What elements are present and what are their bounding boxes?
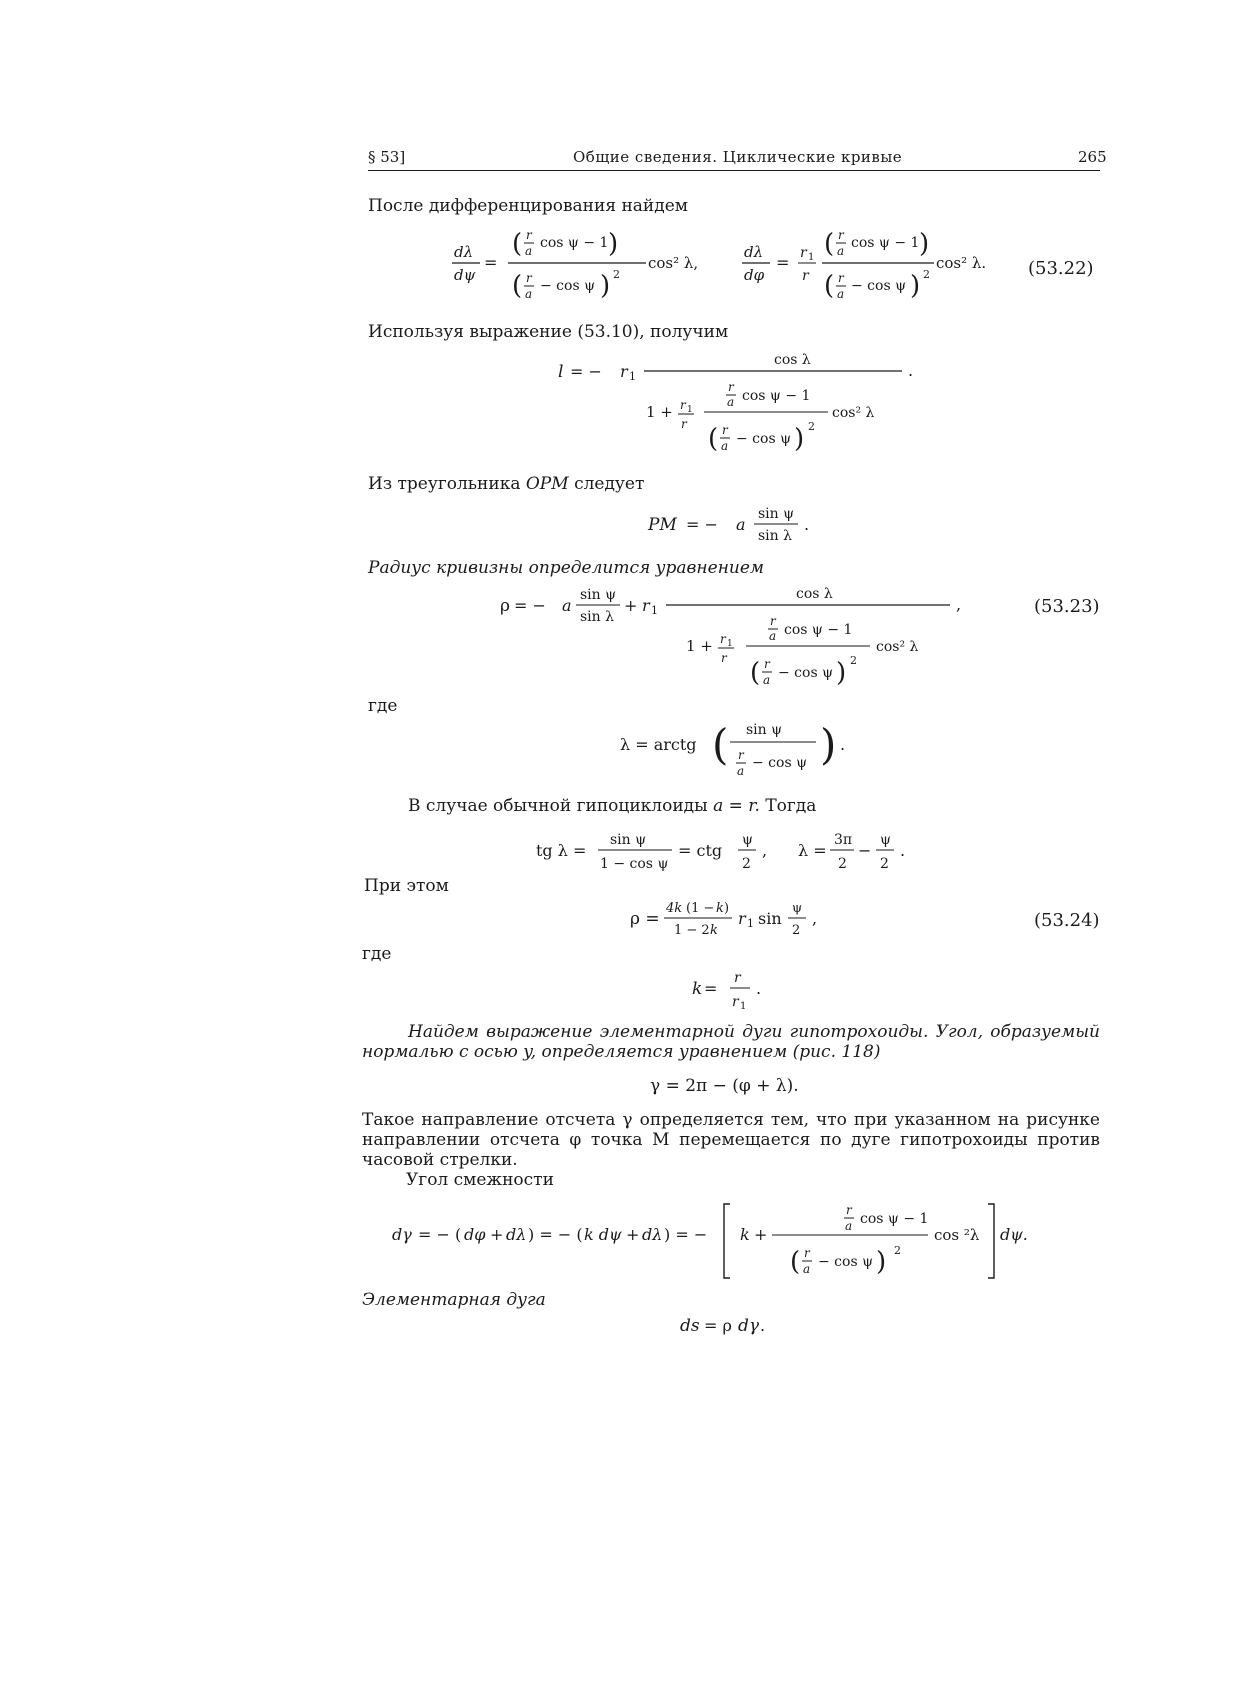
- svg-text:sin ψ: sin ψ: [610, 832, 647, 848]
- where-text-1: где: [368, 696, 398, 716]
- svg-text:a: a: [736, 515, 746, 534]
- svg-text:λ =: λ =: [798, 841, 827, 860]
- svg-text:dγ: dγ: [392, 1225, 412, 1244]
- svg-text:dγ: dγ: [738, 1316, 760, 1336]
- intro-text: После дифференцирования найдем: [368, 196, 689, 216]
- formula-dgamma: [392, 1194, 1082, 1294]
- svg-text:): ): [876, 1247, 887, 1277]
- svg-text:cos² λ: cos² λ: [876, 639, 919, 655]
- svg-text:r: r: [526, 271, 532, 285]
- svg-text:dψ: dψ: [454, 266, 476, 284]
- svg-text:cos² λ.: cos² λ.: [936, 254, 987, 272]
- svg-text:= ρ: = ρ: [704, 1316, 732, 1335]
- svg-text:dλ: dλ: [642, 1225, 663, 1244]
- svg-text:): ): [910, 271, 921, 301]
- svg-text:1: 1: [808, 252, 815, 263]
- svg-text:r: r: [620, 362, 628, 381]
- svg-text:r: r: [722, 423, 728, 437]
- ordinary-case-suffix: Тогда: [765, 796, 817, 816]
- svg-text:r: r: [838, 228, 844, 242]
- svg-text:ψ: ψ: [792, 901, 803, 916]
- formula-lambda: [620, 712, 860, 782]
- svg-text:(: (: [750, 658, 761, 688]
- ordinary-case-prefix: В случае обычной гипоциклоиды: [408, 796, 708, 816]
- equation-number-53-22: (53.22): [1028, 258, 1094, 279]
- svg-text:): ): [919, 229, 930, 259]
- equation-number-53-24: (53.24): [1034, 910, 1100, 931]
- svg-text:.: .: [908, 361, 914, 380]
- svg-text:k: k: [692, 979, 703, 999]
- svg-text:(: (: [790, 1247, 801, 1277]
- svg-text:ds: ds: [680, 1316, 700, 1336]
- svg-text:a: a: [845, 1219, 853, 1233]
- svg-text:+: +: [754, 1225, 768, 1244]
- svg-text:r: r: [764, 657, 770, 671]
- svg-text:1 +: 1 +: [646, 403, 673, 421]
- formula-pm: [648, 502, 828, 552]
- svg-text:cos ψ − 1: cos ψ − 1: [540, 235, 609, 251]
- triangle-name: OPM: [525, 474, 569, 494]
- svg-text:dφ: dφ: [744, 266, 765, 284]
- svg-text:cos ψ − 1: cos ψ − 1: [742, 388, 811, 404]
- where-text-2: где: [362, 944, 392, 964]
- curvature-text: Радиус кривизны определится уравнением: [368, 558, 764, 578]
- using-expression-text: Используя выражение (53.10), получим: [368, 322, 729, 342]
- svg-text:): ): [724, 901, 730, 916]
- svg-text:2: 2: [742, 856, 751, 872]
- svg-text:.: .: [840, 735, 846, 754]
- svg-text:ρ =: ρ =: [630, 909, 660, 929]
- svg-text:(1 −: (1 −: [686, 901, 715, 916]
- svg-text:) = − (: ) = − (: [528, 1225, 583, 1244]
- svg-text:1 − 2: 1 − 2: [674, 923, 710, 938]
- svg-text:1: 1: [747, 917, 754, 930]
- svg-text:): ): [608, 229, 619, 259]
- svg-text:1: 1: [687, 405, 693, 415]
- svg-text:2: 2: [792, 923, 801, 938]
- svg-text:): ): [794, 424, 805, 454]
- running-title: Общие сведения. Циклические кривые: [573, 148, 903, 166]
- svg-text:− cos ψ: − cos ψ: [818, 1254, 874, 1270]
- svg-text:1: 1: [740, 1001, 747, 1012]
- svg-text:r: r: [804, 1246, 810, 1260]
- svg-text:) = −: ) = −: [664, 1225, 708, 1244]
- svg-text:+: +: [490, 1225, 504, 1244]
- svg-text:1: 1: [629, 370, 636, 383]
- svg-text:r: r: [738, 909, 746, 928]
- svg-text:1: 1: [651, 604, 658, 617]
- svg-text:r: r: [721, 651, 727, 665]
- svg-text:− cos ψ: − cos ψ: [851, 278, 907, 294]
- svg-text:(: (: [512, 229, 523, 259]
- equation-number-53-23: (53.23): [1034, 596, 1100, 617]
- svg-text:r: r: [681, 417, 687, 431]
- svg-text:cos² λ,: cos² λ,: [648, 254, 699, 272]
- direction-paragraph: Такое направление отсчета γ определяется тем, что при указанном на рисунке направлении отсчета φ точка M перемещается по дуге гипотрохоиды против часовой стрелки.: [362, 1110, 1100, 1170]
- svg-text:γ = 2π − (φ + λ).: γ = 2π − (φ + λ).: [650, 1076, 799, 1096]
- svg-text:a: a: [525, 287, 533, 301]
- section-number: § 53]: [368, 148, 406, 166]
- svg-text:): ): [600, 271, 611, 301]
- formula-ds: [680, 1310, 800, 1340]
- triangle-text: [368, 474, 644, 495]
- svg-text:=: =: [776, 253, 790, 272]
- svg-text:+: +: [624, 596, 638, 615]
- svg-text:a: a: [837, 287, 845, 301]
- svg-text:r: r: [734, 970, 741, 986]
- svg-text:= −: = −: [514, 596, 546, 615]
- svg-text:sin λ: sin λ: [580, 609, 615, 625]
- svg-text:sin ψ: sin ψ: [580, 587, 617, 603]
- svg-text:2: 2: [850, 654, 857, 667]
- svg-text:r: r: [838, 271, 844, 285]
- svg-text:2: 2: [613, 268, 620, 281]
- svg-text:cos λ: cos λ: [774, 352, 811, 368]
- svg-text:r: r: [642, 596, 650, 615]
- svg-text:= − (: = − (: [418, 1225, 462, 1244]
- svg-text:= −: = −: [570, 362, 602, 381]
- svg-text:): ): [836, 658, 847, 688]
- svg-text:(: (: [712, 720, 729, 769]
- svg-text:a: a: [525, 244, 533, 258]
- svg-text:cos ²λ: cos ²λ: [934, 1226, 980, 1244]
- svg-text:.: .: [900, 841, 906, 860]
- formula-l: [558, 350, 918, 460]
- svg-text:a: a: [837, 244, 845, 258]
- svg-text:k: k: [740, 1225, 750, 1244]
- svg-text:k dψ: k dψ: [584, 1225, 622, 1244]
- svg-text:.: .: [756, 979, 762, 998]
- svg-text:.: .: [804, 515, 810, 534]
- svg-text:a: a: [737, 764, 745, 778]
- contingence-text: Угол смежности: [406, 1170, 554, 1190]
- svg-text:,: ,: [762, 841, 768, 860]
- formula-53-22: [450, 222, 1010, 312]
- svg-text:r: r: [728, 380, 734, 394]
- svg-text:a: a: [763, 673, 771, 687]
- page-number: 265: [1078, 148, 1107, 166]
- svg-text:cos ψ − 1: cos ψ − 1: [784, 622, 853, 638]
- svg-text:− cos ψ: − cos ψ: [778, 665, 834, 681]
- svg-text:r: r: [802, 268, 809, 284]
- svg-text:=: =: [704, 979, 718, 998]
- svg-text:r: r: [526, 228, 532, 242]
- svg-text:− cos ψ: − cos ψ: [540, 278, 596, 294]
- svg-text:ρ: ρ: [500, 596, 510, 616]
- svg-text:a: a: [803, 1262, 811, 1276]
- svg-text:cos ψ − 1: cos ψ − 1: [860, 1211, 929, 1227]
- svg-text:(: (: [824, 229, 835, 259]
- svg-text:4k: 4k: [666, 901, 683, 916]
- svg-text:a: a: [562, 596, 572, 615]
- svg-text:r: r: [846, 1203, 852, 1217]
- svg-text:k: k: [716, 901, 724, 916]
- formula-gamma: [650, 1070, 850, 1100]
- svg-text:dλ: dλ: [454, 243, 474, 261]
- svg-text:2: 2: [838, 856, 847, 872]
- svg-text:cos² λ: cos² λ: [832, 405, 875, 421]
- formula-tg-lambda: [536, 828, 936, 876]
- svg-text:λ = arctg: λ = arctg: [620, 735, 697, 754]
- svg-text:,: ,: [812, 909, 818, 928]
- svg-text:+: +: [626, 1225, 640, 1244]
- svg-text:− cos ψ: − cos ψ: [736, 431, 792, 447]
- svg-text:2: 2: [880, 856, 889, 872]
- svg-text:(: (: [824, 271, 835, 301]
- svg-text:1: 1: [727, 639, 733, 649]
- header-rule: [368, 170, 1100, 171]
- svg-text:ψ: ψ: [742, 832, 753, 848]
- svg-text:−: −: [858, 841, 872, 860]
- ordinary-case-eq: a = r.: [713, 796, 760, 816]
- svg-text:=: =: [484, 253, 498, 272]
- svg-text:(: (: [708, 424, 719, 454]
- svg-text:dλ: dλ: [506, 1225, 527, 1244]
- svg-text:k: k: [710, 923, 718, 938]
- ordinary-case-text: [408, 796, 816, 817]
- svg-text:3π: 3π: [834, 832, 853, 848]
- triangle-prefix: Из треугольника: [368, 474, 521, 494]
- svg-text:2: 2: [923, 268, 930, 281]
- svg-text:r: r: [732, 994, 739, 1010]
- svg-text:r: r: [770, 614, 776, 628]
- svg-text:1 − cos ψ: 1 − cos ψ: [600, 856, 669, 872]
- svg-text:r: r: [738, 748, 744, 762]
- svg-text:ψ: ψ: [880, 832, 891, 848]
- svg-text:dλ: dλ: [744, 243, 764, 261]
- svg-text:a: a: [769, 629, 777, 643]
- svg-text:a: a: [721, 439, 729, 453]
- triangle-suffix: следует: [574, 474, 645, 494]
- svg-text:a: a: [727, 395, 735, 409]
- svg-text:,: ,: [956, 595, 962, 614]
- svg-text:2: 2: [808, 420, 815, 433]
- svg-text:1 +: 1 +: [686, 637, 713, 655]
- formula-k: [692, 968, 792, 1016]
- svg-text:): ): [820, 720, 837, 769]
- svg-text:tg λ =: tg λ =: [536, 841, 587, 860]
- arc-paragraph: Найдем выражение элементарной дуги гипотрохоиды. Угол, образуемый нормалью с осью y, определяется уравнением (рис. 118): [362, 1022, 1100, 1062]
- svg-text:cos ψ − 1: cos ψ − 1: [851, 235, 920, 251]
- svg-text:dψ.: dψ.: [1000, 1225, 1028, 1244]
- svg-text:.: .: [760, 1316, 766, 1335]
- formula-53-23: [500, 584, 980, 694]
- svg-text:sin ψ: sin ψ: [758, 506, 795, 522]
- svg-text:cos λ: cos λ: [796, 586, 833, 602]
- elementary-arc-text: Элементарная дуга: [362, 1290, 546, 1310]
- svg-text:dφ: dφ: [464, 1225, 486, 1244]
- svg-text:r: r: [800, 245, 807, 261]
- svg-text:sin λ: sin λ: [758, 528, 793, 544]
- formula-53-24: [630, 894, 850, 946]
- svg-text:r: r: [720, 632, 726, 646]
- svg-text:− cos ψ: − cos ψ: [752, 755, 808, 771]
- svg-text:r: r: [680, 398, 686, 412]
- svg-text:sin: sin: [758, 909, 782, 928]
- svg-text:= −: = −: [686, 515, 718, 534]
- svg-text:PM: PM: [648, 515, 677, 535]
- with-this-text: При этом: [364, 876, 449, 896]
- svg-text:l: l: [558, 362, 564, 382]
- svg-text:sin ψ: sin ψ: [746, 722, 783, 738]
- svg-text:= ctg: = ctg: [678, 841, 723, 860]
- svg-text:(: (: [512, 271, 523, 301]
- svg-text:2: 2: [894, 1244, 901, 1257]
